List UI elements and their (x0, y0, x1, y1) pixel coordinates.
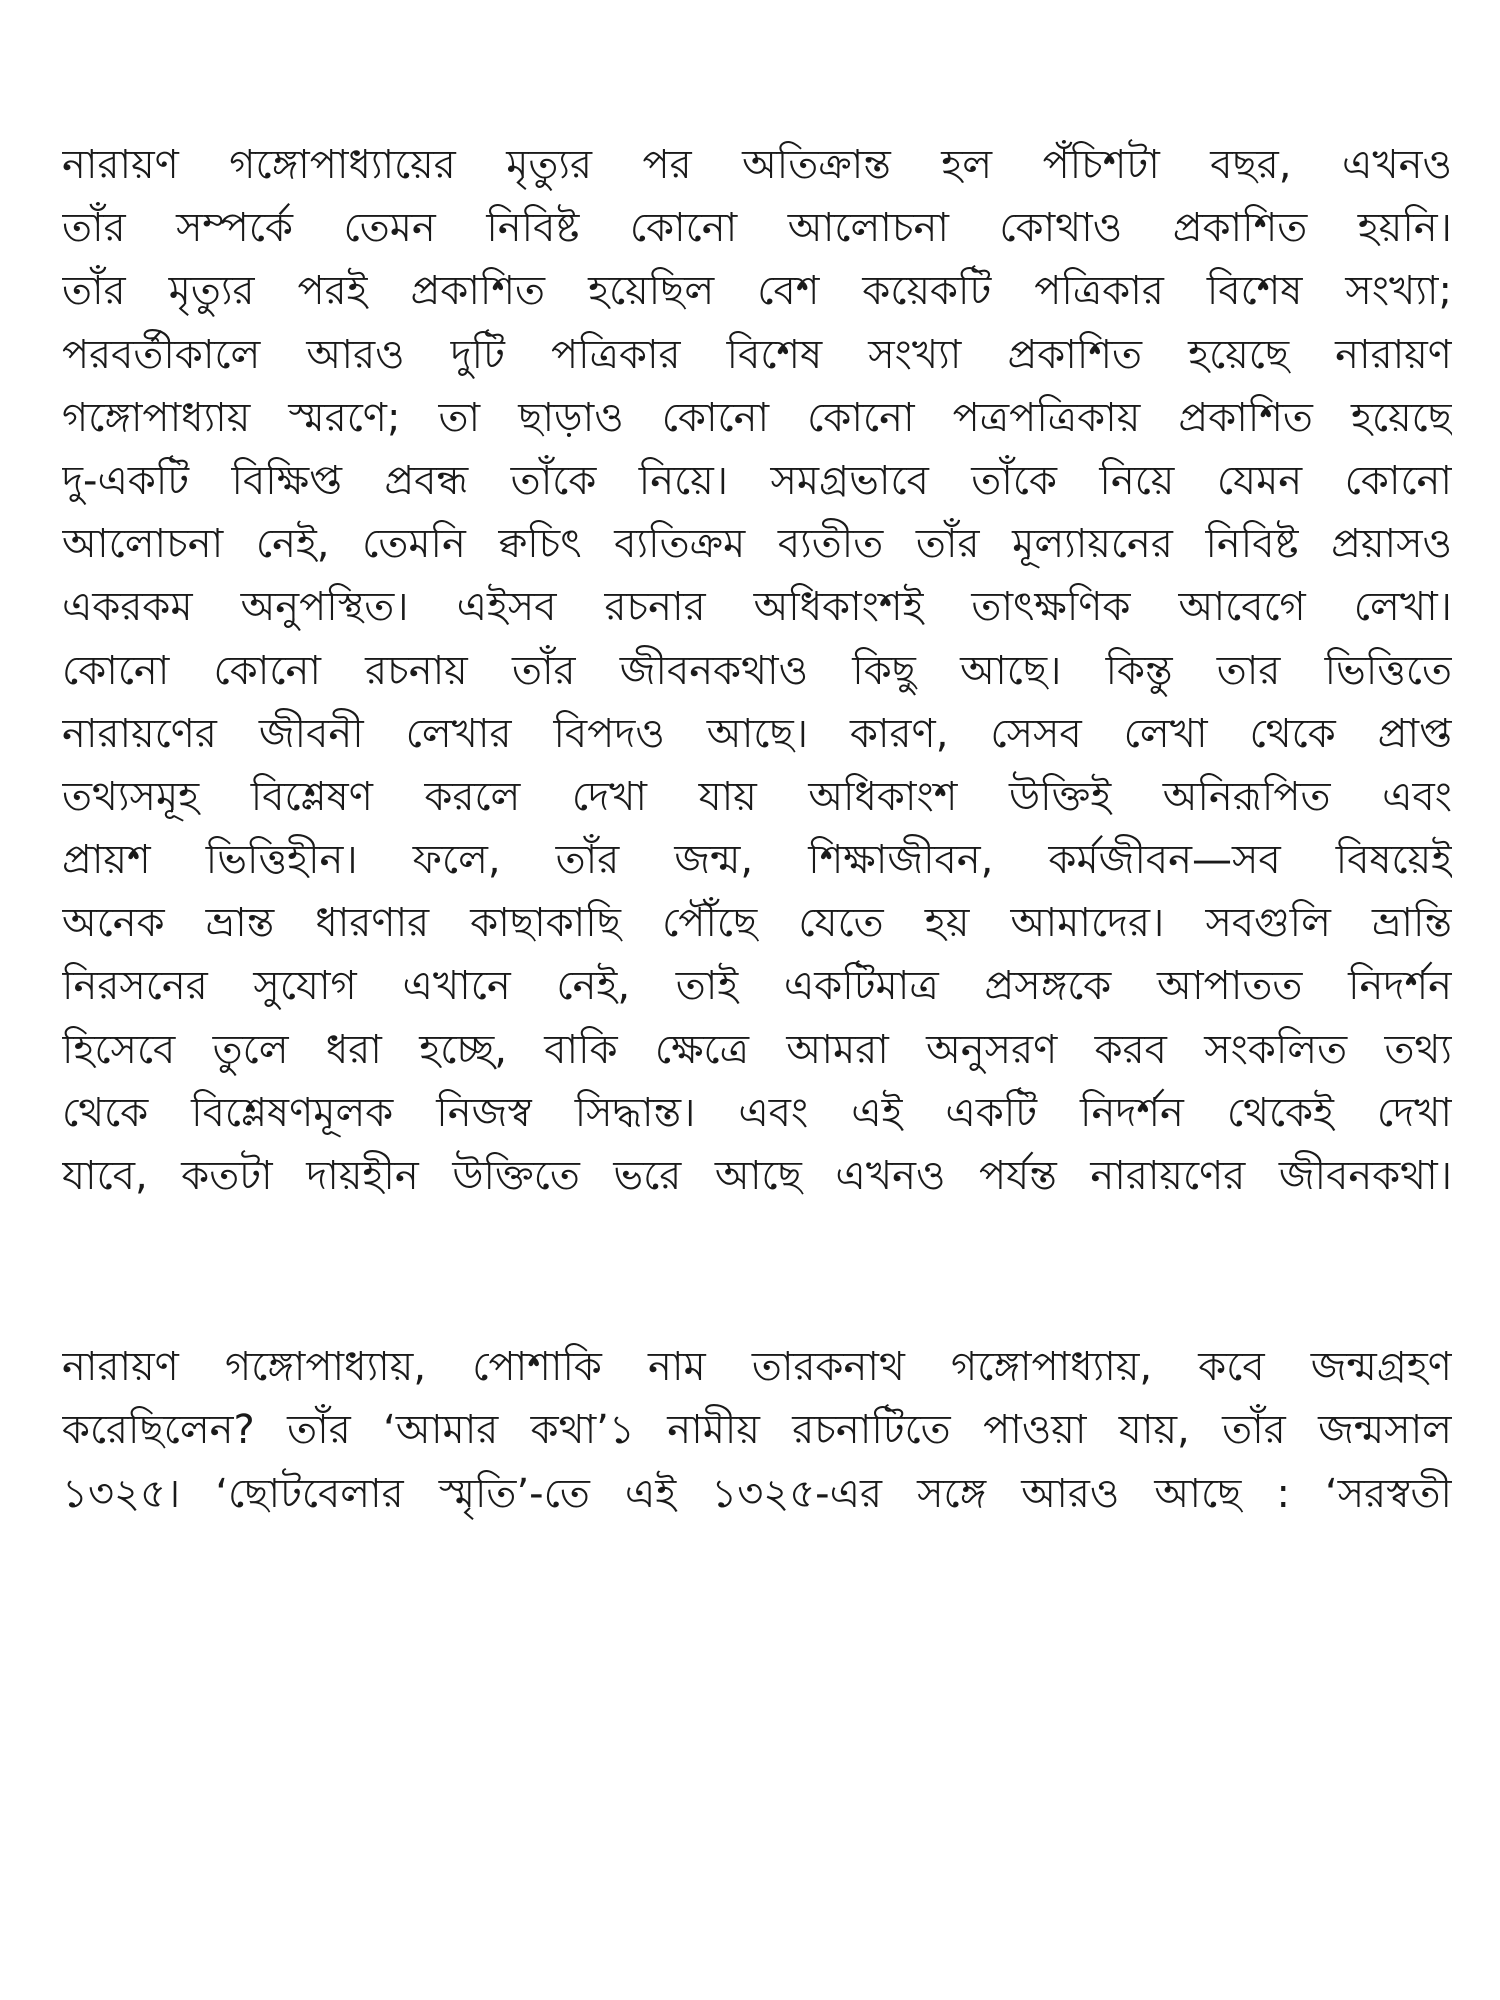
text-line: একরকম অনুপস্থিত। এইসব রচনার অধিকাংশই তাৎক্ষণিক আবেগে লেখা। (62, 584, 1452, 631)
text-line: নারায়ণ গঙ্গোপাধ্যায়ের মৃত্যুর পর অতিক্রান্ত হল পঁচিশটা বছর, এখনও (62, 142, 1452, 188)
text-line: ১৩২৫। ‘ছোটবেলার স্মৃতি’-তে এই ১৩২৫-এর সঙ্গে আরও আছে : ‘সরস্বতী (62, 1470, 1452, 1517)
paragraph-1 (62, 134, 1452, 1208)
text-line: তাঁর মৃত্যুর পরই প্রকাশিত হয়েছিল বেশ কয়েকটি পত্রিকার বিশেষ সংখ্যা; (62, 268, 1452, 315)
paragraph-2 (62, 1336, 1452, 1526)
text-line: গঙ্গোপাধ্যায় স্মরণে; তা ছাড়াও কোনো কোনো পত্রপত্রিকায় প্রকাশিত হয়েছে (62, 394, 1452, 441)
text-line: অনেক ভ্রান্ত ধারণার কাছাকাছি পৌঁছে যেতে হয় আমাদের। সবগুলি ভ্রান্তি (62, 900, 1452, 947)
text-line: নিরসনের সুযোগ এখানে নেই, তাই একটিমাত্র প্রসঙ্গকে আপাতত নিদর্শন (62, 963, 1452, 1010)
paragraph-spacer (62, 1208, 1452, 1336)
text-line: পরবর্তীকালে আরও দুটি পত্রিকার বিশেষ সংখ্যা প্রকাশিত হয়েছে নারায়ণ (62, 331, 1452, 378)
text-line: তথ্যসমূহ বিশ্লেষণ করলে দেখা যায় অধিকাংশ উক্তিই অনিরূপিত এবং (62, 773, 1452, 820)
book-page (62, 134, 1452, 1526)
text-line: কোনো কোনো রচনায় তাঁর জীবনকথাও কিছু আছে। কিন্তু তার ভিত্তিতে (62, 647, 1452, 694)
text-line: হিসেবে তুলে ধরা হচ্ছে, বাকি ক্ষেত্রে আমরা অনুসরণ করব সংকলিত তথ্য (62, 1026, 1452, 1073)
text-line: করেছিলেন? তাঁর ‘আমার কথা’১ নামীয় রচনাটিতে পাওয়া যায়, তাঁর জন্মসাল (62, 1407, 1452, 1454)
text-line: প্রায়শ ভিত্তিহীন। ফলে, তাঁর জন্ম, শিক্ষাজীবন, কর্মজীবন—সব বিষয়েই (62, 837, 1452, 884)
text-line: তাঁর সম্পর্কে তেমন নিবিষ্ট কোনো আলোচনা কোথাও প্রকাশিত হয়নি। (62, 205, 1452, 252)
text-line: নারায়ণের জীবনী লেখার বিপদও আছে। কারণ, সেসব লেখা থেকে প্রাপ্ত (62, 710, 1452, 757)
text-line: নারায়ণ গঙ্গোপাধ্যায়, পোশাকি নাম তারকনাথ গঙ্গোপাধ্যায়, কবে জন্মগ্রহণ (62, 1344, 1452, 1391)
text-line: দু-একটি বিক্ষিপ্ত প্রবন্ধ তাঁকে নিয়ে। সমগ্রভাবে তাঁকে নিয়ে যেমন কোনো (62, 457, 1452, 504)
text-line: যাবে, কতটা দায়হীন উক্তিতে ভরে আছে এখনও পর্যন্ত নারায়ণের জীবনকথা। (62, 1153, 1452, 1199)
text-line: আলোচনা নেই, তেমনি ক্বচিৎ ব্যতিক্রম ব্যতীত তাঁর মূল্যায়নের নিবিষ্ট প্রয়াসও (62, 521, 1452, 568)
text-line: থেকে বিশ্লেষণমূলক নিজস্ব সিদ্ধান্ত। এবং এই একটি নিদর্শন থেকেই দেখা (62, 1089, 1452, 1136)
